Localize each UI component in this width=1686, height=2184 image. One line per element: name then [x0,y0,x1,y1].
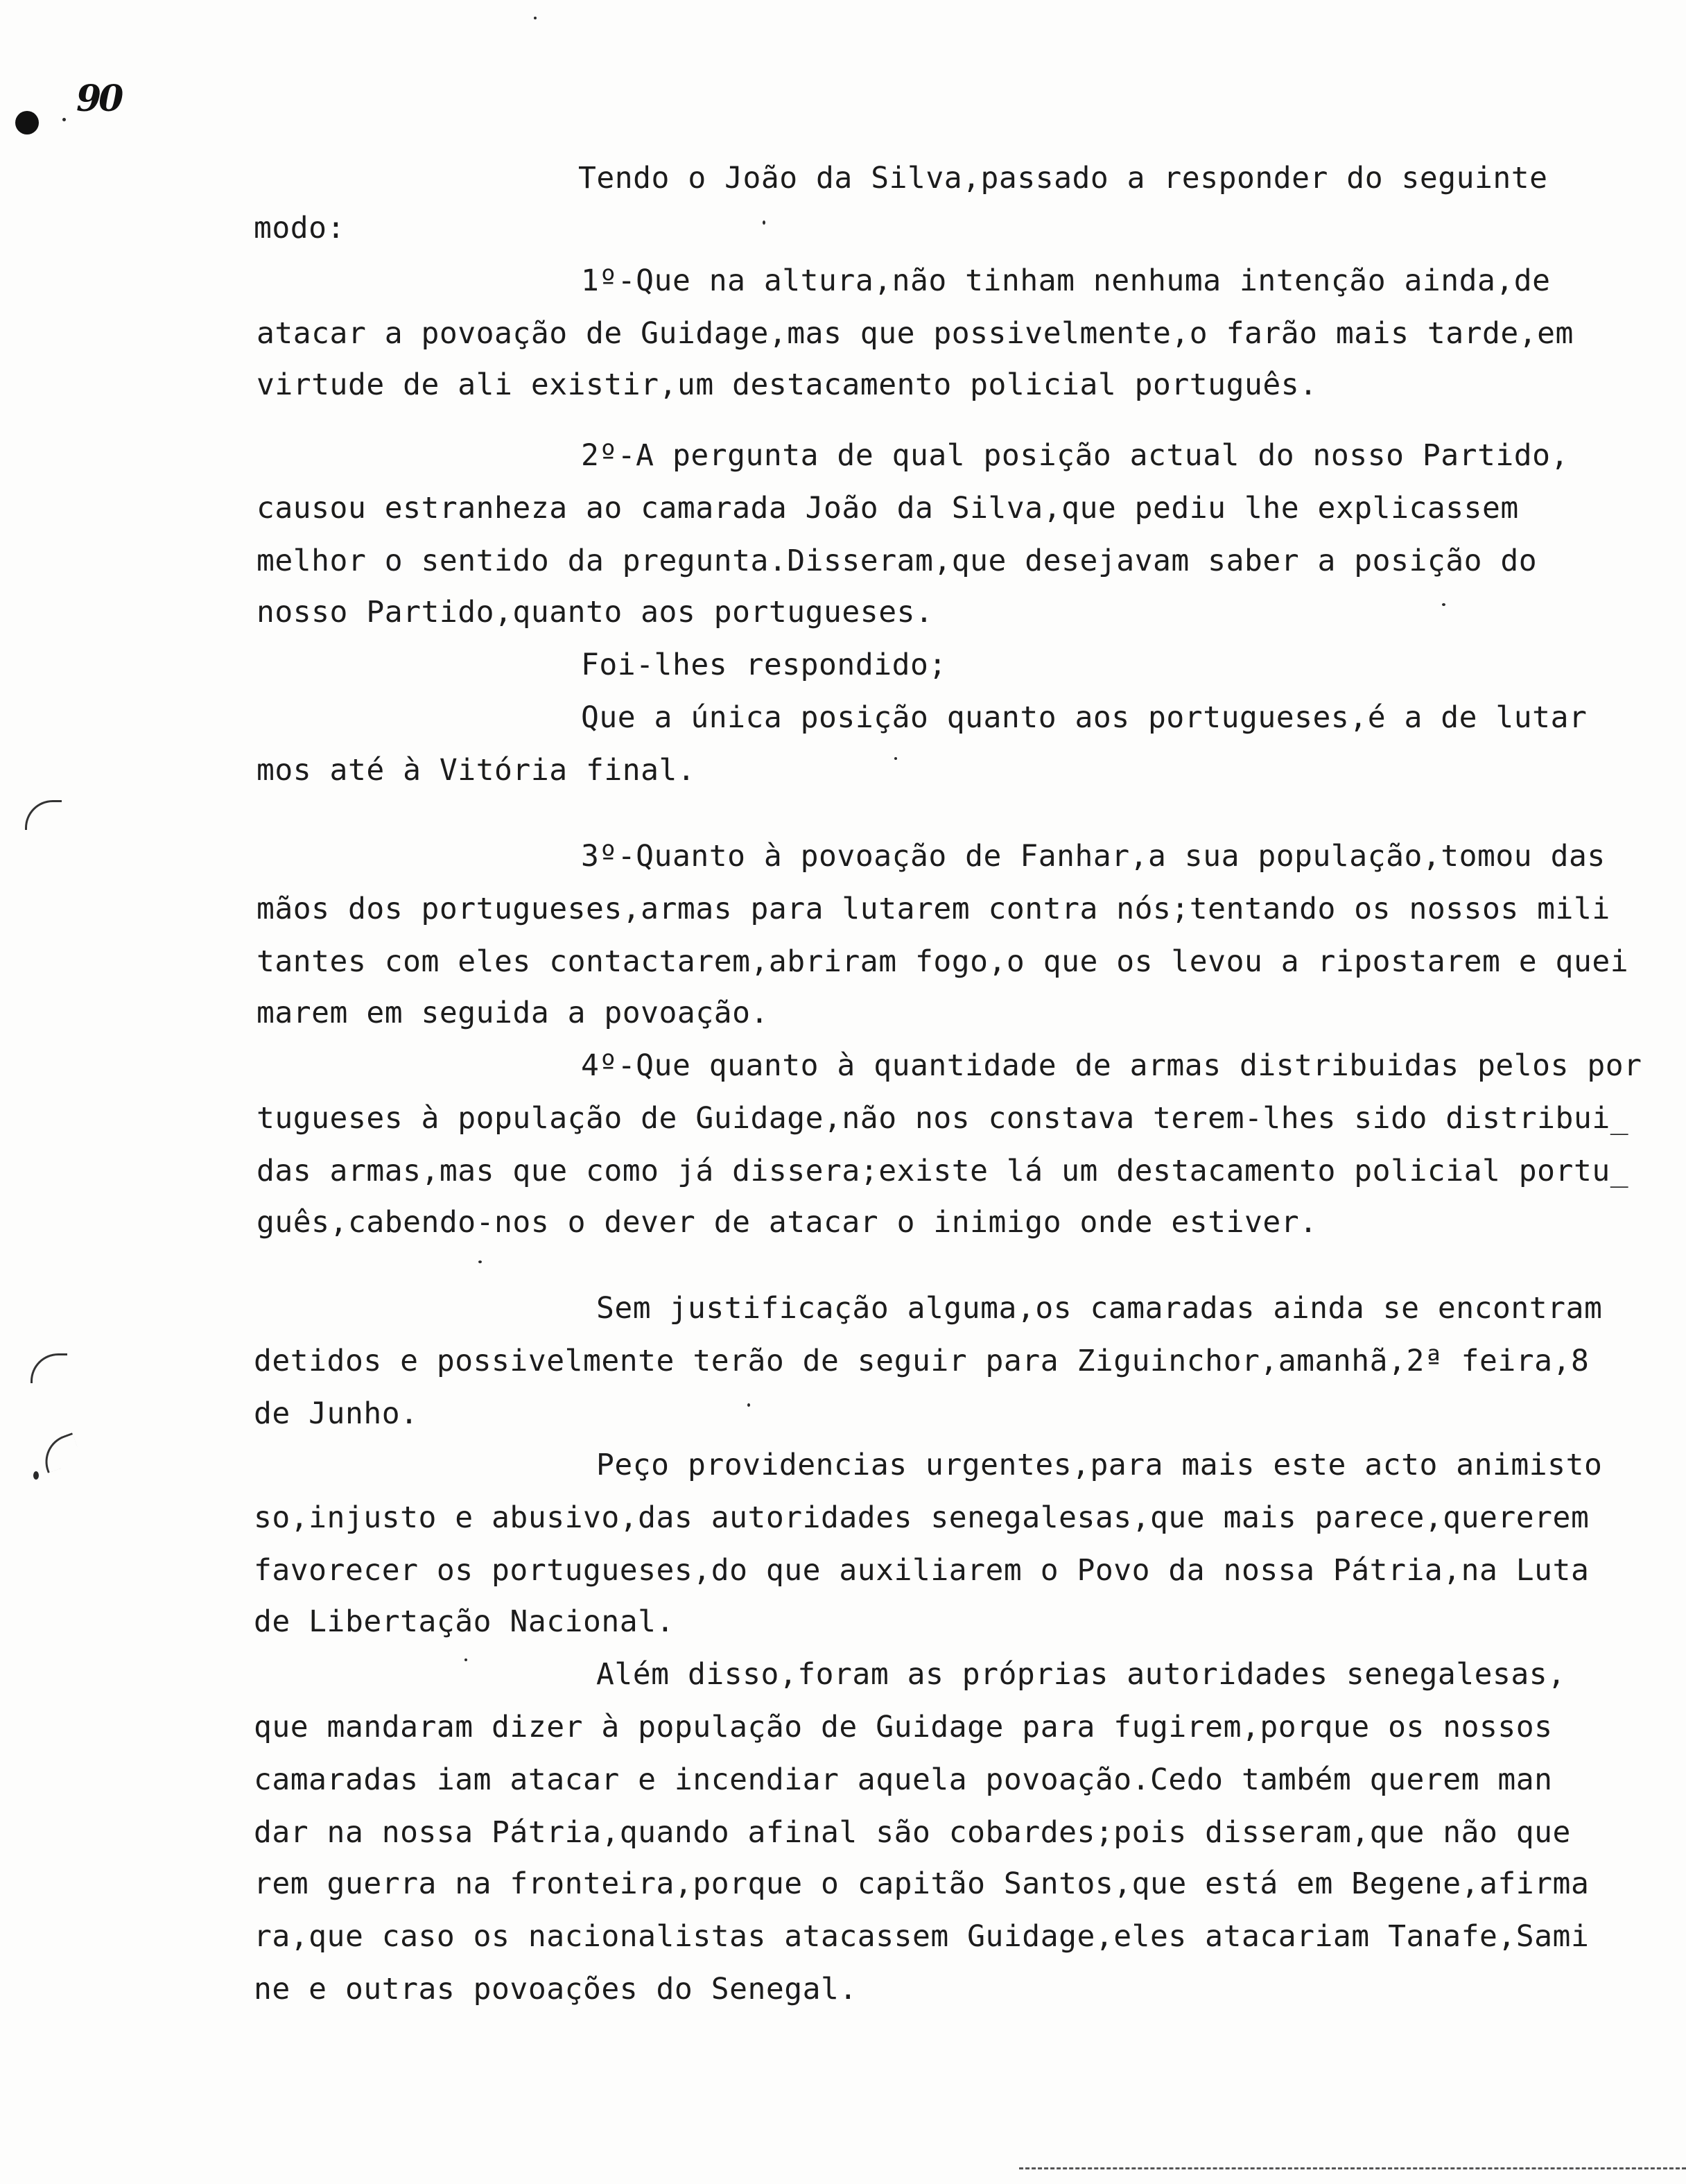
text-line: ne e outras povoações do Senegal. [254,1972,858,2007]
text-line: rem guerra na fronteira,porque o capitão Santos,que está em Begene,afirma [254,1866,1590,1901]
text-line: Tendo o João da Silva,passado a responder do seguinte [578,161,1548,196]
text-line: dar na nossa Pátria,quando afinal são cobardes;pois disseram,que não que [254,1815,1571,1850]
ink-speck [534,17,537,19]
text-line: melhor o sentido da pregunta.Disseram,que desejavam saber a posição do [257,544,1538,578]
margin-scribble [37,1432,82,1473]
text-line: mos até à Vitória final. [257,753,696,788]
text-line: so,injusto e abusivo,das autoridades senegalesas,que mais parece,quererem [254,1500,1590,1535]
ink-speck [894,757,897,760]
ink-speck [33,1471,39,1480]
text-line: virtude de ali existir,um destacamento policial português. [257,367,1318,402]
text-line: Foi-lhes respondido; [581,648,947,682]
text-line: ra,que caso os nacionalistas atacassem Guidage,eles atacariam Tanafe,Sami [254,1919,1590,1954]
margin-scribble [25,800,62,830]
text-line: modo: [254,211,345,245]
ink-speck [478,1260,482,1263]
text-line: 3º-Quanto à povoação de Fanhar,a sua população,tomou das [581,839,1606,874]
text-line: 1º-Que na altura,não tinham nenhuma intenção ainda,de [581,263,1551,298]
punch-hole-mark [15,111,39,135]
text-line: das armas,mas que como já dissera;existe lá um destacamento policial portu_ [257,1154,1629,1188]
ink-speck [62,118,66,121]
text-line: marem em seguida a povoação. [257,996,769,1030]
ink-speck [747,1403,750,1407]
text-line: tantes com eles contactarem,abriram fogo,o que os levou a ripostarem e quei [257,944,1629,979]
text-line: Além disso,foram as próprias autoridades senegalesas, [596,1657,1566,1692]
text-line: de Junho. [254,1396,419,1431]
text-line: detidos e possivelmente terão de seguir para Ziguinchor,amanhã,2ª feira,8 [254,1344,1590,1378]
text-line: camaradas iam atacar e incendiar aquela povoação.Cedo também querem man [254,1762,1553,1797]
ink-speck [464,1658,467,1661]
bottom-edge-line [1019,2167,1686,2169]
text-line: de Libertação Nacional. [254,1604,675,1639]
text-line: nosso Partido,quanto aos portugueses. [257,595,934,630]
text-line: 2º-A pergunta de qual posição actual do nosso Partido, [581,438,1569,473]
text-line: atacar a povoação de Guidage,mas que possivelmente,o farão mais tarde,em [257,316,1574,351]
text-line: Sem justificação alguma,os camaradas ainda se encontram [596,1291,1603,1326]
text-line: 4º-Que quanto à quantidade de armas distribuidas pelos por [581,1048,1642,1083]
text-line: que mandaram dizer à população de Guidage para fugirem,porque os nossos [254,1710,1553,1744]
text-line: tugueses à população de Guidage,não nos constava terem-lhes sido distribui_ [257,1101,1629,1136]
page-number: 90 [76,78,121,120]
text-line: causou estranheza ao camarada João da Silva,que pediu lhe explicassem [257,491,1519,526]
margin-scribble [31,1353,67,1383]
ink-speck [763,220,765,225]
text-line: Que a única posição quanto aos portugueses,é a de lutar [581,700,1588,735]
text-line: Peço providencias urgentes,para mais este acto animisto [596,1448,1603,1482]
text-line: mãos dos portugueses,armas para lutarem contra nós;tentando os nossos mili [257,892,1610,926]
text-line: guês,cabendo-nos o dever de atacar o inimigo onde estiver. [257,1205,1318,1240]
text-line: favorecer os portugueses,do que auxiliarem o Povo da nossa Pátria,na Luta [254,1553,1590,1588]
ink-speck [1442,603,1445,606]
